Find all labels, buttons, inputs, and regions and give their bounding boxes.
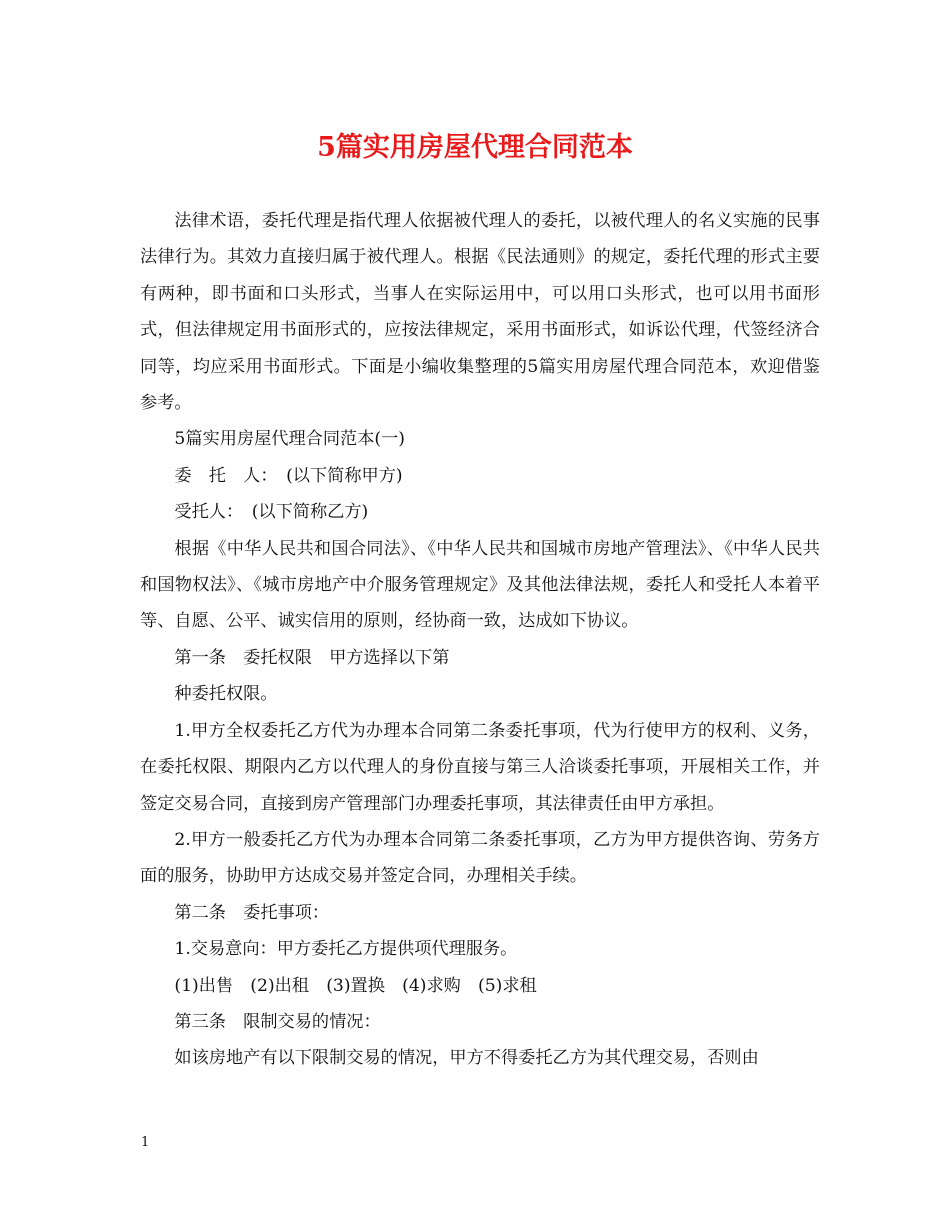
paragraph-intro: 法律术语，委托代理是指代理人依据被代理人的委托，以被代理人的名义实施的民事法律行为。其效力直接归属于被代理人。根据《民法通则》的规定，委托代理的形式主要有两种，即书面和口头形式，当事人在实际运用中，可以用口头形式，也可以用书面形式，但法律规定用书面形式的，应按法律规定，采用书面形式，如诉讼代理，代签经济合同等，均应采用书面形式。下面是小编收集整理的5篇实用房屋代理合同范本，欢迎借鉴参考。 <box>140 211 820 414</box>
paragraph-section-heading: 5篇实用房屋代理合同范本(一) <box>174 429 405 450</box>
document-body <box>140 203 820 1077</box>
paragraph-article-2: 第二条 委托事项： <box>174 902 330 923</box>
paragraph-transaction-intent: 1.交易意向：甲方委托乙方提供项代理服务。 <box>174 939 518 960</box>
paragraph-agent: 受托人： (以下简称乙方) <box>174 502 369 523</box>
paragraph-article-3: 第三条 限制交易的情况： <box>174 1011 381 1032</box>
paragraph-legal-basis: 根据《中华人民共和国合同法》、《中华人民共和国城市房地产管理法》、《中华人民共和国物权法》、《城市房地产中介服务管理规定》及其他法律法规，委托人和受托人本着平等、自愿、公平、诚实信用的原则，经协商一致，达成如下协议。 <box>140 538 820 632</box>
paragraph-authority-type: 种委托权限。 <box>174 684 278 705</box>
paragraph-full-authority: 1.甲方全权委托乙方代为办理本合同第二条委托事项，代为行使甲方的权利、义务，在委托权限、期限内乙方以代理人的身份直接与第三人洽谈委托事项，开展相关工作，并签定交易合同，直接到房产管理部门办理委托事项，其法律责任由甲方承担。 <box>140 720 820 814</box>
page-number: 1 <box>141 1135 150 1150</box>
paragraph-principal: 委 托 人： (以下简称甲方) <box>174 465 403 486</box>
paragraph-restrictions: 如该房地产有以下限制交易的情况，甲方不得委托乙方为其代理交易，否则由 <box>174 1048 759 1069</box>
paragraph-general-authority: 2.甲方一般委托乙方代为办理本合同第二条委托事项，乙方为甲方提供咨询、劳务方面的服务，协助甲方达成交易并签定合同，办理相关手续。 <box>140 829 820 887</box>
paragraph-article-1: 第一条 委托权限 甲方选择以下第 <box>174 647 450 668</box>
document-title: 5篇实用房屋代理合同范本 <box>317 132 633 163</box>
paragraph-transaction-options: (1)出售 (2)出租 (3)置换 (4)求购 (5)求租 <box>174 975 537 996</box>
